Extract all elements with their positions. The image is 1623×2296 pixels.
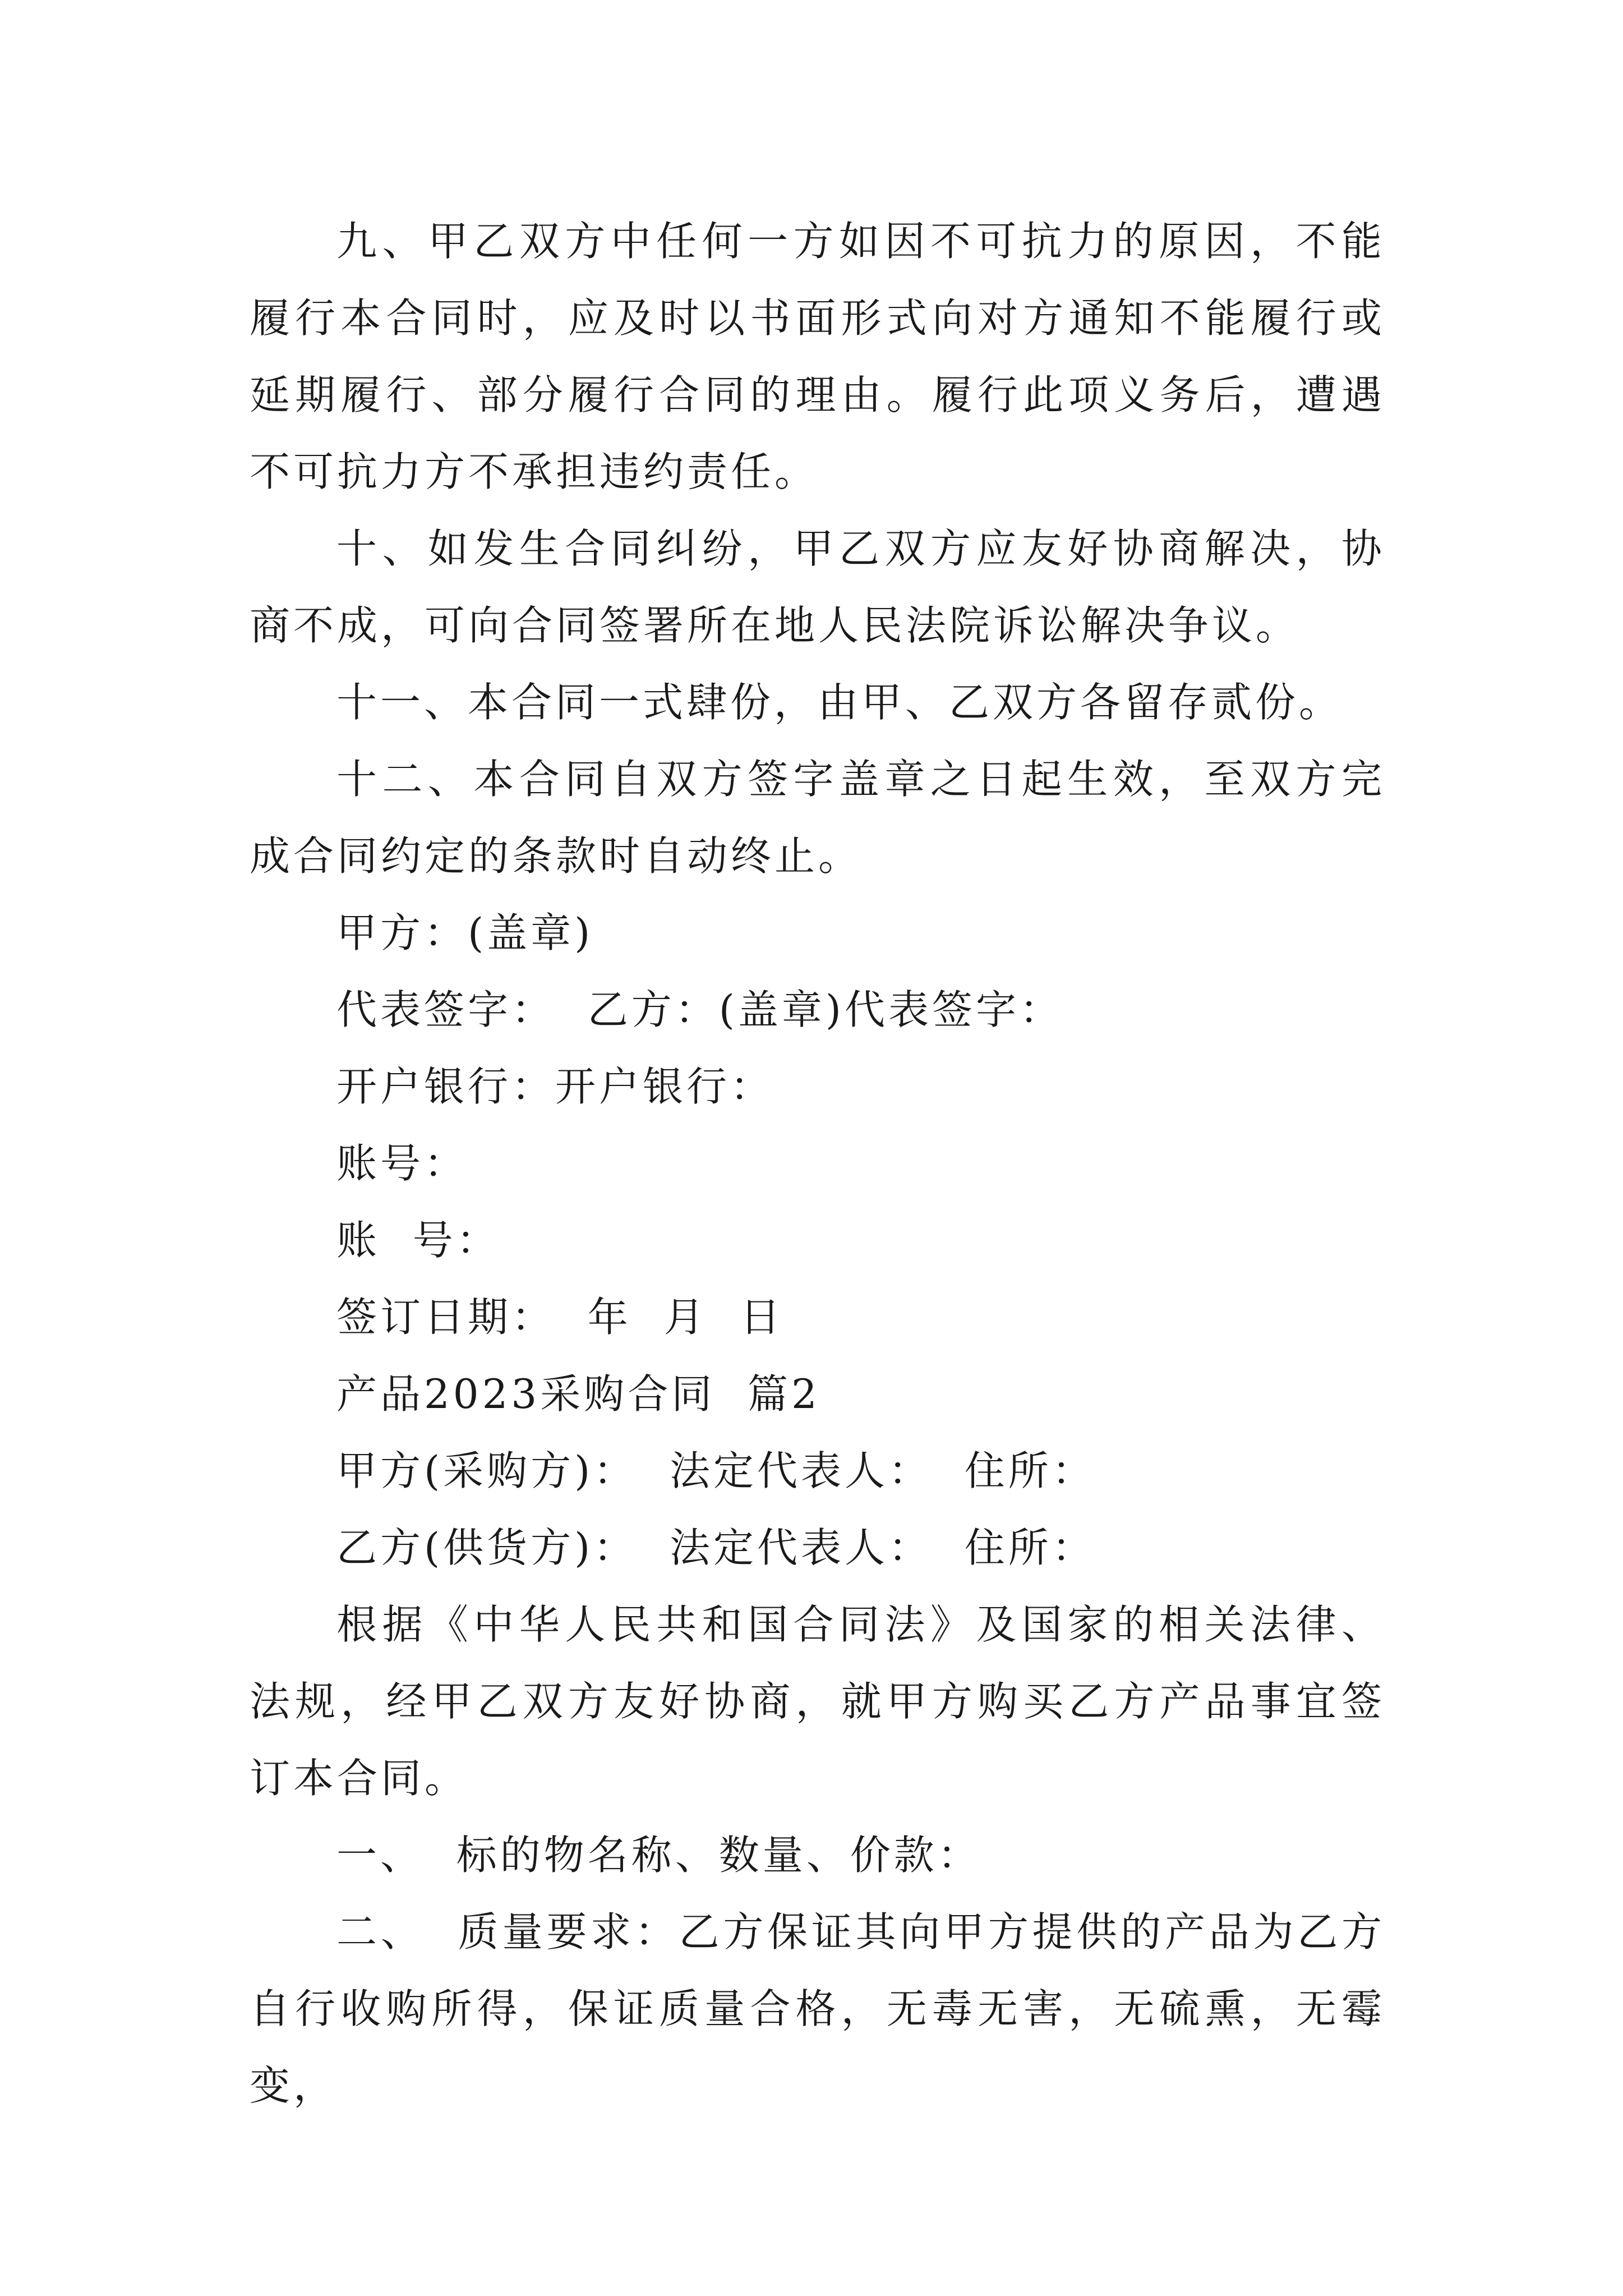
party-a-seal: 甲方：(盖章) bbox=[336, 909, 594, 956]
signing-date: 签订日期： 年 月 日 bbox=[336, 1294, 784, 1341]
clause-eleven-copies: 十一、本合同一式肆份，由甲、乙双方各留存贰份。 bbox=[336, 679, 1343, 726]
account-number-b: 账 号： bbox=[336, 1217, 500, 1264]
clause-two-quality: 二、 质量要求：乙方保证其向甲方提供的产品为乙方自行收购所得，保证质量合格，无毒无害，无硫熏，无霉变， bbox=[250, 1908, 1385, 2109]
contract-two-title: 产品2023采购合同 篇2 bbox=[336, 1370, 820, 1418]
clause-twelve-effective: 十二、本合同自双方签字盖章之日起生效，至双方完成合同约定的条款时自动终止。 bbox=[250, 756, 1385, 880]
clause-one-goods: 一、 标的物名称、数量、价款： bbox=[336, 1832, 981, 1879]
clause-ten-disputes: 十、如发生合同纠纷，甲乙双方应友好协商解决，协商不成，可向合同签署所在地人民法院诉讼解决争议。 bbox=[250, 525, 1385, 649]
clause-nine-force-majeure: 九、甲乙双方中任何一方如因不可抗力的原因，不能履行本合同时，应及时以书面形式向对方通知不能履行或延期履行、部分履行合同的理由。履行此项义务后，遭遇不可抗力方不承担违约责任。 bbox=[250, 218, 1385, 495]
document-body bbox=[250, 203, 1385, 2124]
account-number-a: 账号： bbox=[336, 1140, 468, 1187]
representative-signatures: 代表签字： 乙方：(盖章)代表签字： bbox=[336, 986, 1063, 1033]
party-b-supplier: 乙方(供货方)： 法定代表人： 住所： bbox=[336, 1524, 1096, 1571]
party-a-buyer: 甲方(采购方)： 法定代表人： 住所： bbox=[336, 1447, 1096, 1494]
contract-preamble: 根据《中华人民共和国合同法》及国家的相关法律、法规，经甲乙双方友好协商，就甲方购买乙方产品事宜签订本合同。 bbox=[250, 1601, 1385, 1802]
bank-accounts: 开户银行：开户银行： bbox=[336, 1063, 774, 1110]
